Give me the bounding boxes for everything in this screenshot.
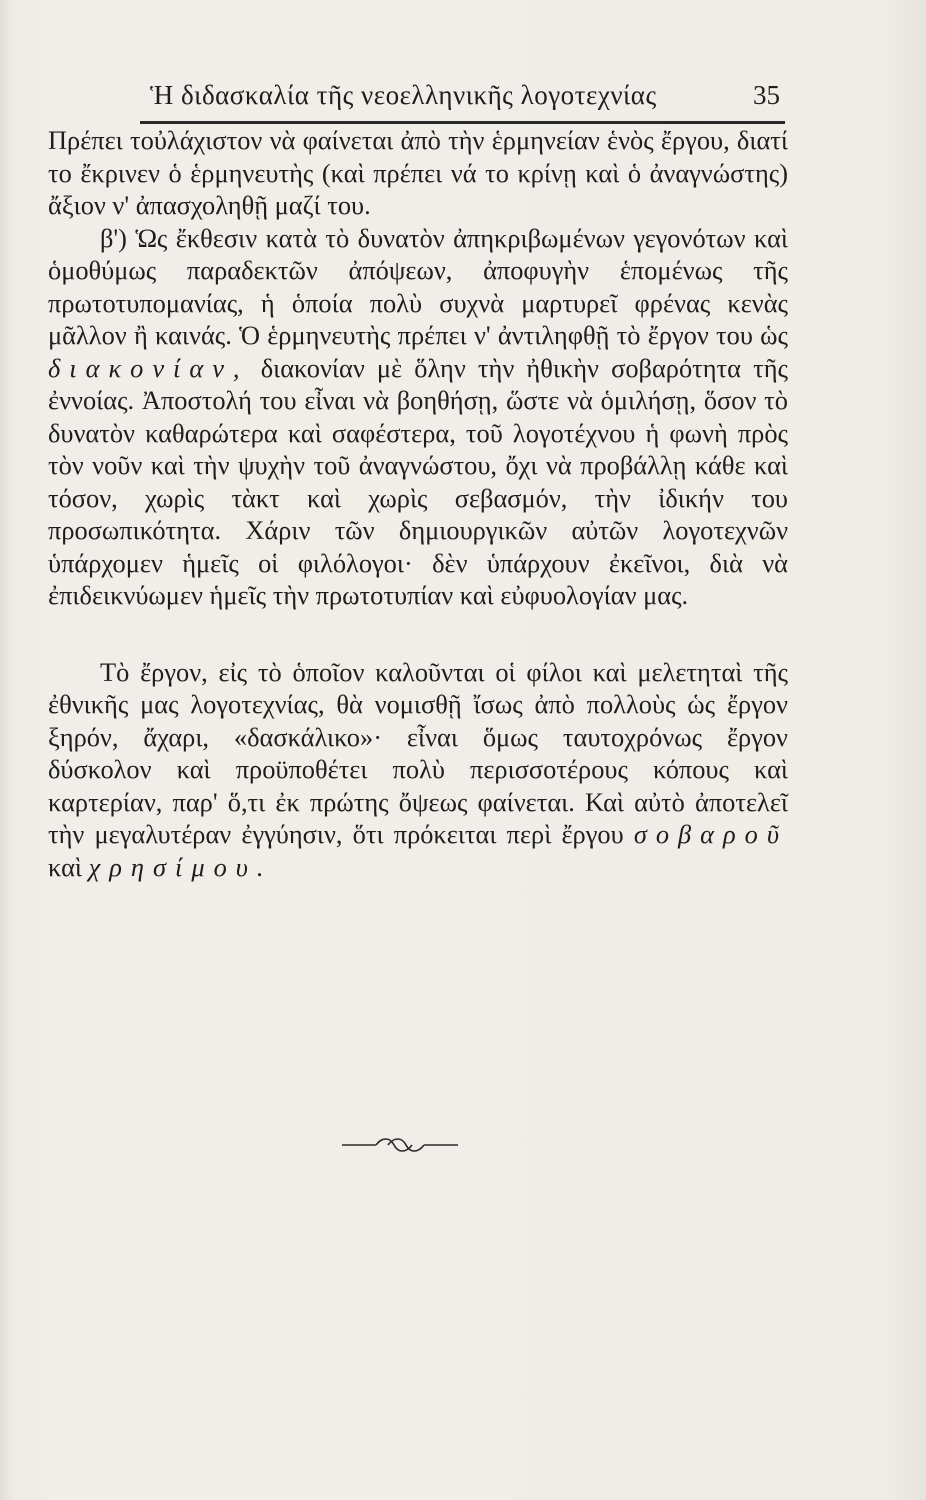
section-ornament xyxy=(340,1133,460,1157)
paragraph-2-rest: διακονίαν μὲ ὅλην τὴν ἠθικὴν σοβαρότητα τῆς ἐννοίας. Ἀποστολή του εἶναι νὰ βοηθήσῃ, ὥστε νὰ ὁμιλήσῃ, ὅσον τὸ δυνατὸν καθαρώτερα καὶ σαφέστερα, τοῦ λογοτέχνου ἡ φωνὴ πρὸς τὸν νοῦν καὶ τὴν ψυχὴν τοῦ ἀναγνώστου, ὄχι νὰ προβάλλῃ κάθε καὶ τόσον, χωρὶς τὰκτ καὶ χωρὶς σεβασμόν, τὴν ἰδικήν του προσωπικότητα. Χάριν τῶν δημιουργικῶν αὐτῶν λογοτεχνῶν ὑπάρχομεν ἡμεῖς οἱ φιλόλογοι· δὲν ὑπάρχουν ἐκεῖνοι, διὰ νὰ ἐπιδεικνύωμεν ἡμεῖς τὴν πρωτοτυπίαν καὶ εὐφυολογίαν μας. xyxy=(48,352,788,610)
paragraph-2 xyxy=(48,222,788,612)
paragraph-3-conj: καὶ xyxy=(48,851,82,882)
emphasized-word-sobarou: σοβαροῦ xyxy=(633,819,788,849)
paragraph-3-lead: Τὸ ἔργον, εἰς τὸ ὁποῖον καλοῦνται οἱ φίλοι καὶ μελετηταὶ τῆς ἐθνικῆς μας λογοτεχνίας, θὰ νομισθῇ ἴσως ἀπὸ πολλοὺς ὡς ἔργον ξηρόν, ἄχαρι, «δασκάλικο»· εἶναι ὅμως ταυτοχρόνως ἔργον δύσκολον καὶ προϋποθέτει πολὺ περισσοτέρους κόπους καὶ καρτερίαν, παρ' ὅ,τι ἐκ πρώτης ὄψεως φαίνεται. Καὶ αὐτὸ ἀποτελεῖ τὴν μεγαλυτέραν ἐγγύησιν, ὅτι πρόκειται περὶ ἔργου xyxy=(48,656,788,849)
emphasized-word-diakonian: διακονίαν, xyxy=(48,352,249,383)
body-text xyxy=(48,124,788,883)
paragraph-2-lead: β') Ὡς ἔκθεσιν κατὰ τὸ δυνατὸν ἀπηκριβωμένων γεγονότων καὶ ὁμοθύμως παραδεκτῶν ἀπόψεων, ἀποφυγὴν ἑπομένως τῆς πρωτοτυπομανίας, ἡ ὁποία πολὺ συχνὰ μαρτυρεῖ φρένας κενὰς μᾶλλον ἢ καινάς. Ὁ ἑρμηνευτὴς πρέπει ν' ἀντιληφθῇ τὸ ἔργον του ὡς xyxy=(48,222,788,350)
page-header xyxy=(150,72,780,112)
emphasized-word-chrisimou: χρησίμου. xyxy=(88,851,273,882)
paragraph-3 xyxy=(48,656,788,884)
paragraph-1: Πρέπει τοὐλάχιστον νὰ φαίνεται ἀπὸ τὴν ἑρμηνείαν ἑνὸς ἔργου, διατί το ἔκρινεν ὁ ἑρμηνευτὴς (καὶ πρέπει νά το κρίνῃ καὶ ὁ ἀναγνώστης) ἄξιον ν' ἀπασχοληθῇ μαζί του. xyxy=(48,125,788,220)
page-number: 35 xyxy=(753,80,780,110)
paragraph-gap xyxy=(48,612,788,656)
running-title: Ἡ διδασκαλία τῆς νεοελληνικῆς λογοτεχνίας xyxy=(150,80,657,110)
